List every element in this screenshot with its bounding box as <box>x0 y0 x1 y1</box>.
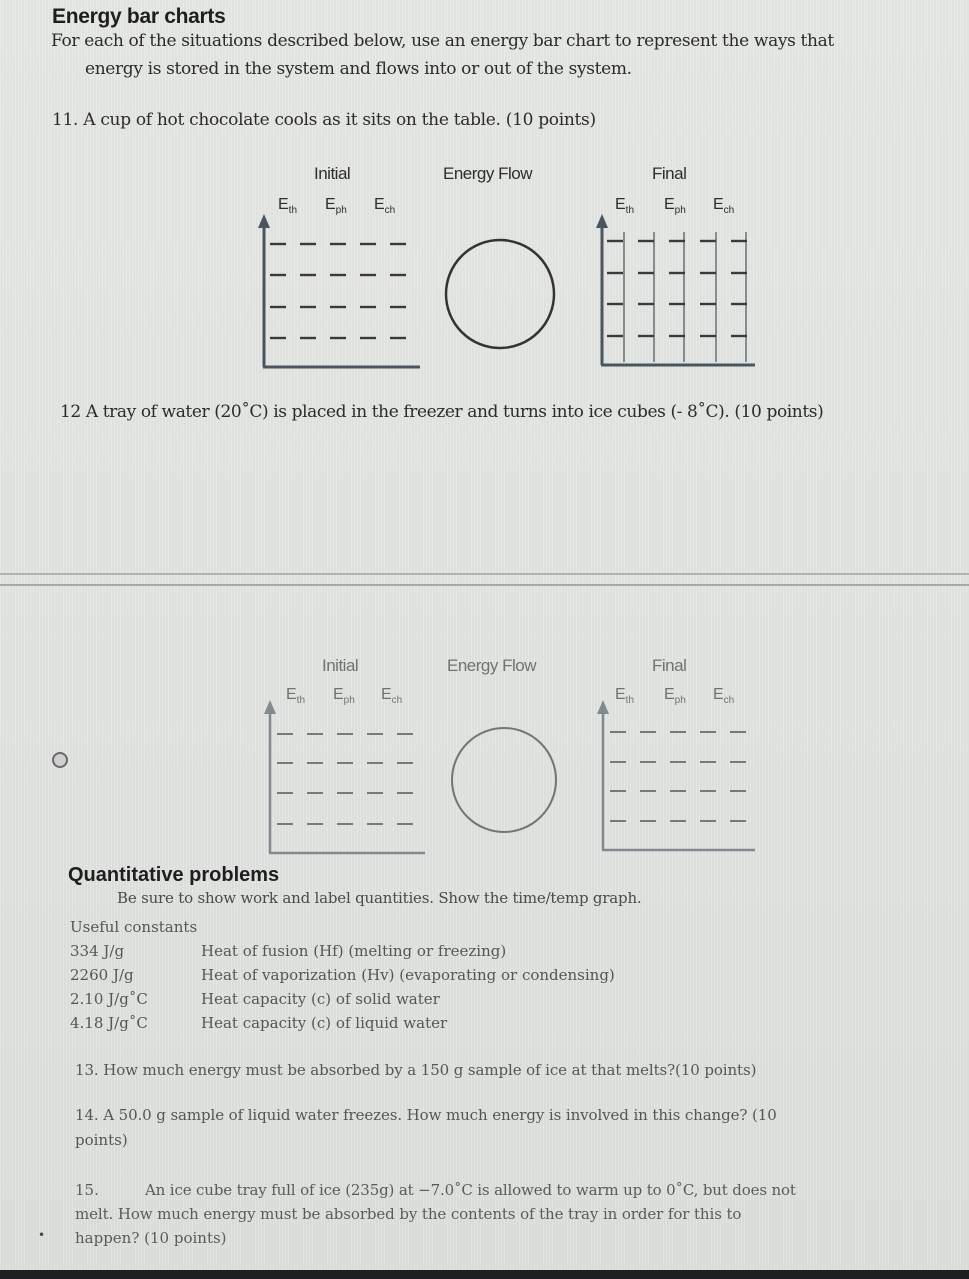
subscript-ph: ph <box>674 205 686 216</box>
subscript-th: th <box>625 695 635 706</box>
e-letter: E <box>325 196 336 213</box>
e-letter: E <box>615 686 626 703</box>
final-bar-chart-axes <box>602 708 755 850</box>
initial-axis-arrowhead <box>258 214 270 228</box>
question-14-line-2: points) <box>75 1131 128 1149</box>
margin-mark-icon <box>52 752 68 768</box>
final-axis-arrowhead <box>597 700 609 714</box>
question-11: 11. A cup of hot chocolate cools as it sits on the table. (10 points) <box>52 110 596 130</box>
quantitative-instructions: Be sure to show work and label quantities. Show the time/temp graph. <box>117 889 642 907</box>
subscript-th: th <box>296 695 306 706</box>
constant-description: Heat capacity (c) of liquid water <box>201 1014 448 1032</box>
energy-flow-circle <box>446 240 554 348</box>
screen-bottom-edge <box>0 1270 969 1279</box>
quantitative-problems-title: Quantitative problems <box>68 864 280 886</box>
initial-gridlines <box>270 244 406 338</box>
e-letter: E <box>286 686 297 703</box>
final-gridlines <box>610 732 746 821</box>
e-letter: E <box>713 686 724 703</box>
intro-text-line-1: For each of the situations described below, use an energy bar chart to represent the ways that <box>51 31 834 51</box>
subscript-ch: ch <box>723 205 735 216</box>
energy-bar-chart-graphics <box>250 700 770 860</box>
question-15-line-3: happen? (10 points) <box>75 1229 227 1247</box>
constant-description: Heat of vaporization (Hv) (evaporating or condensing) <box>201 966 615 984</box>
e-letter: E <box>664 686 675 703</box>
constant-value: 4.18 J/g˚C <box>70 1014 148 1032</box>
initial-axis-arrowhead <box>264 700 276 714</box>
useful-constants-heading: Useful constants <box>70 918 198 936</box>
subscript-ch: ch <box>391 695 403 706</box>
e-letter: E <box>333 686 344 703</box>
e-letter: E <box>374 196 385 213</box>
intro-text-line-2: energy is stored in the system and flows into or out of the system. <box>85 59 632 79</box>
e-letter: E <box>381 686 392 703</box>
question-15-line-2: melt. How much energy must be absorbed by the contents of the tray in order for this to <box>75 1205 742 1223</box>
e-letter: E <box>713 196 724 213</box>
subscript-th: th <box>625 205 635 216</box>
initial-bar-chart-axes <box>269 708 425 853</box>
bullet-mark: • <box>38 1228 46 1242</box>
energy-bar-chart-graphics <box>250 210 770 380</box>
page-divider-line <box>0 584 969 586</box>
final-label: Final <box>652 164 687 183</box>
question-13: 13. How much energy must be absorbed by a 150 g sample of ice at that melts?(10 points) <box>75 1061 757 1079</box>
subscript-ch: ch <box>384 205 396 216</box>
worksheet-title: Energy bar charts <box>52 5 226 28</box>
question-15-number: 15. <box>75 1181 99 1199</box>
question-15-line-1: An ice cube tray full of ice (235g) at −7.0˚C is allowed to warm up to 0˚C, but does not <box>145 1181 796 1199</box>
subscript-ph: ph <box>674 695 686 706</box>
final-gridlines <box>607 241 747 336</box>
initial-label: Initial <box>314 164 351 183</box>
subscript-th: th <box>288 205 298 216</box>
e-letter: E <box>615 196 626 213</box>
energy-flow-label: Energy Flow <box>447 656 536 675</box>
initial-gridlines <box>277 734 413 824</box>
page-divider-line <box>0 573 969 575</box>
subscript-ph: ph <box>343 695 355 706</box>
e-letter: E <box>664 196 675 213</box>
constant-value: 2260 J/g <box>70 966 134 984</box>
constant-description: Heat of fusion (Hf) (melting or freezing) <box>201 942 507 960</box>
final-axis-arrowhead <box>596 214 608 228</box>
question-12: 12 A tray of water (20˚C) is placed in the freezer and turns into ice cubes (- 8˚C). (10 points) <box>60 402 824 422</box>
initial-label: Initial <box>322 656 359 675</box>
e-letter: E <box>278 196 289 213</box>
constant-value: 2.10 J/g˚C <box>70 990 148 1008</box>
constant-description: Heat capacity (c) of solid water <box>201 990 440 1008</box>
subscript-ph: ph <box>335 205 347 216</box>
subscript-ch: ch <box>723 695 735 706</box>
energy-flow-label: Energy Flow <box>443 164 532 183</box>
question-14-line-1: 14. A 50.0 g sample of liquid water freezes. How much energy is involved in this change? (10 <box>75 1106 777 1124</box>
constant-value: 334 J/g <box>70 942 125 960</box>
final-column-dividers <box>624 232 746 362</box>
energy-flow-circle <box>452 728 556 832</box>
final-label: Final <box>652 656 687 675</box>
